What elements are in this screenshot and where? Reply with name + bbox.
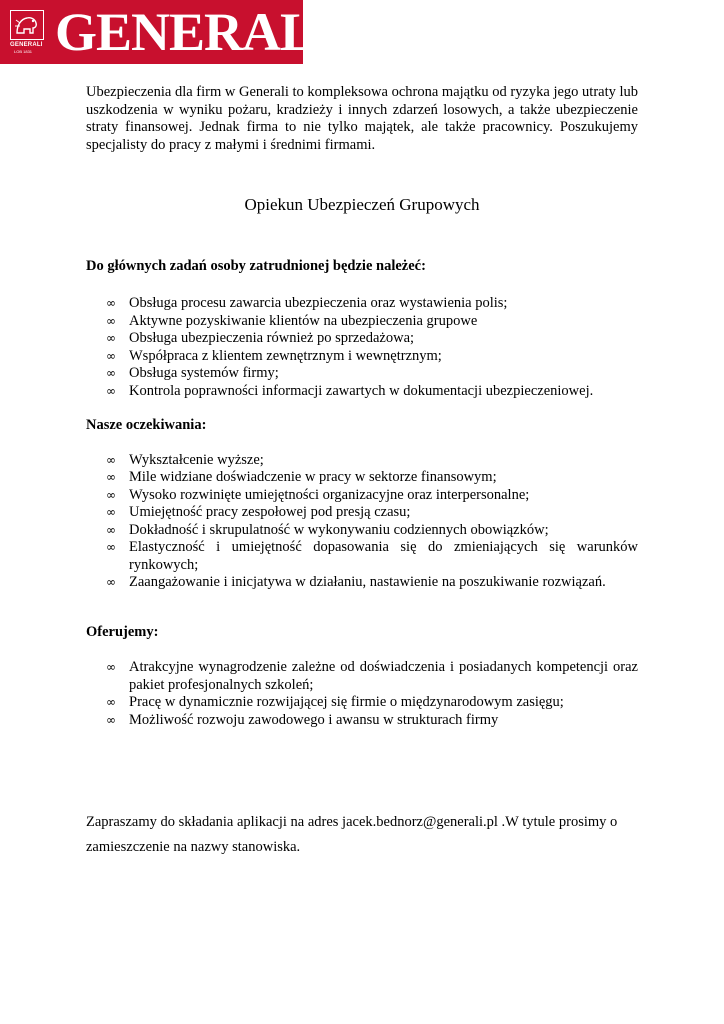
list-item (86, 383, 638, 401)
duties-list (86, 295, 638, 400)
list-item (86, 487, 638, 505)
list-item-text: Umiejętność pracy zespołowej pod presją czasu; (129, 504, 411, 520)
list-item (86, 330, 638, 348)
list-item (86, 313, 638, 331)
list-item-text: Obsługa ubezpieczenia również po sprzedażowa; (129, 330, 415, 346)
list-item-text: Elastyczność i umiejętność dopasowania się do zmieniających się warunków rynkowych; (129, 539, 638, 573)
bullet-icon: ∞ (106, 470, 116, 484)
emblem-subtext: LOB 1831 (14, 49, 33, 54)
application-note: Zapraszamy do składania aplikacji na adres jacek.bednorz@generali.pl .W tytule prosimy o zamieszczenie na nazwy stanowiska. (86, 814, 618, 855)
list-item-text: Wykształcenie wyższe; (129, 451, 264, 468)
list-item (86, 659, 638, 694)
bullet-icon: ∞ (106, 505, 116, 519)
list-item-text: Aktywne pozyskiwanie klientów na ubezpieczenia grupowe (129, 312, 478, 329)
bullet-icon: ∞ (106, 540, 116, 554)
list-item (86, 712, 638, 730)
generali-logo (0, 0, 336, 64)
list-item (86, 504, 638, 522)
list-item (86, 295, 638, 313)
list-item-text: Współpraca z klientem zewnętrznym i wewnętrznym; (129, 347, 442, 364)
list-item (86, 365, 638, 383)
bullet-icon: ∞ (106, 331, 116, 345)
list-item (86, 452, 638, 470)
section-heading-offer: Oferujemy: (86, 623, 159, 640)
bullet-icon: ∞ (106, 296, 116, 310)
bullet-icon: ∞ (106, 660, 116, 674)
bullet-icon: ∞ (106, 575, 116, 589)
list-item-text: Obsługa systemów firmy; (129, 365, 279, 381)
list-item-text: Mile widziane doświadczenie w pracy w sektorze finansowym; (129, 469, 497, 485)
document-body (86, 84, 638, 729)
list-item-text: Atrakcyjne wynagrodzenie zależne od doświadczenia i posiadanych kompetencji oraz pakiet profesjonalnych szkoleń; (129, 659, 638, 693)
bullet-icon: ∞ (106, 348, 116, 363)
list-item (86, 469, 638, 487)
bullet-icon: ∞ (106, 366, 116, 380)
list-item-text: Dokładność i skrupulatność w wykonywaniu codziennych obowiązków; (129, 521, 549, 538)
list-item-text: Obsługa procesu zawarcia ubezpieczenia oraz wystawienia polis; (129, 295, 508, 311)
list-item (86, 539, 638, 574)
bullet-icon: ∞ (106, 695, 116, 709)
bullet-icon: ∞ (106, 712, 116, 727)
bullet-icon: ∞ (106, 487, 116, 502)
expectations-list (86, 452, 638, 592)
job-title: Opiekun Ubezpieczeń Grupowych (244, 195, 480, 214)
list-item (86, 694, 638, 712)
list-item (86, 348, 638, 366)
list-item (86, 522, 638, 540)
list-item-text: Pracę w dynamicznie rozwijającej się firmie o międzynarodowym zasięgu; (129, 694, 564, 710)
section-heading-expectations: Nasze oczekiwania: (86, 417, 207, 433)
section-heading-duties: Do głównych zadań osoby zatrudnionej będzie należeć: (86, 257, 426, 274)
bullet-icon: ∞ (106, 383, 116, 398)
bullet-icon: ∞ (106, 313, 116, 328)
intro-paragraph: Ubezpieczenia dla firm w Generali to kompleksowa ochrona majątku od ryzyka jego utraty lub uszkodzenia w wyniku pożaru, kradzieży i innych zdarzeń losowych, a także ubezpieczenie straty finansowej. Jednak firma to nie tylko majątek, ale także pracownicy. Poszukujemy specjalisty do pracy z małymi i średnimi firmami. (86, 84, 639, 153)
list-item-text: Kontrola poprawności informacji zawartych w dokumentacji ubezpieczeniowej. (129, 382, 594, 399)
list-item-text: Możliwość rozwoju zawodowego i awansu w strukturach firmy (129, 711, 499, 728)
offer-list (86, 659, 638, 729)
list-item-text: Zaangażowanie i inicjatywa w działaniu, nastawienie na poszukiwanie rozwiązań. (129, 574, 606, 590)
bullet-icon: ∞ (106, 522, 116, 537)
lion-icon (10, 10, 44, 40)
list-item (86, 574, 638, 592)
emblem-text: GENERALI (10, 42, 43, 48)
list-item-text: Wysoko rozwinięte umiejętności organizacyjne oraz interpersonalne; (129, 486, 530, 503)
brand-wordmark: GENERALI (55, 2, 336, 62)
bullet-icon: ∞ (106, 452, 116, 467)
lion-emblem (10, 10, 46, 54)
